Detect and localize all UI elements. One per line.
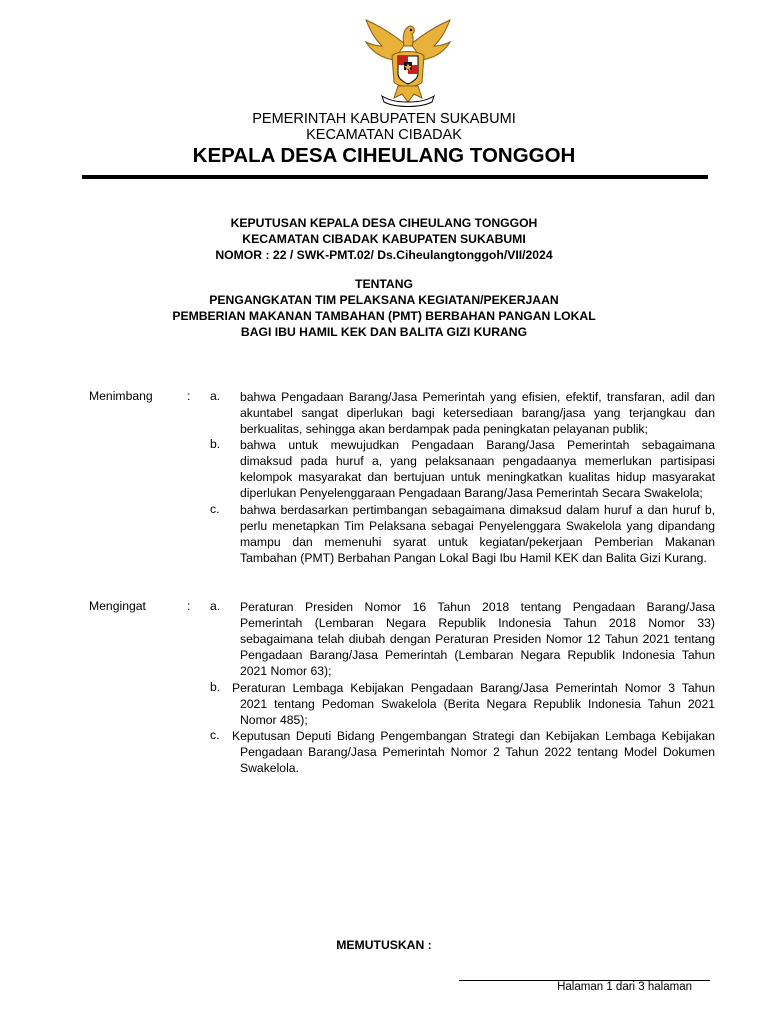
mengingat-label: Mengingat <box>89 599 146 613</box>
menimbang-label: Menimbang <box>89 389 153 403</box>
decree-number: NOMOR : 22 / SWK-PMT.02/ Ds.Ciheulangtonggoh/VII/2024 <box>215 248 553 262</box>
decree-subject-line2: PEMBERIAN MAKANAN TAMBAHAN (PMT) BERBAHAN PANGAN LOKAL <box>172 309 596 323</box>
menimbang-item-letter: b. <box>210 437 221 451</box>
decree-about: TENTANG <box>355 277 413 291</box>
menimbang-item-text: bahwa untuk mewujudkan Pengadaan Barang/Jasa Pemerintah sebagaimana dimaksud pada huruf a, yang pelaksanaan pengadaanya memerlukan partisipasi kelompok masyarakat dan bertujuan untuk meningkatkan kualitas hidup masyarakat diperlukan Penyelenggaraan Pengadaan Barang/Jasa Pemerintah Secara Swakelola; <box>240 438 715 500</box>
mengingat-item-text: Keputusan Deputi Bidang Pengembangan Strategi dan Kebijakan Lembaga Kebijakan Pengadaan Barang/Jasa Pemerintah Nomor 2 Tahun 2022 tentang Model Dokumen Swakelola. <box>232 729 715 775</box>
menimbang-item-text: bahwa Pengadaan Barang/Jasa Pemerintah yang efisien, efektif, transfaran, adil dan akuntabel sangat diperlukan bagi ketersediaan barang/jasa yang terjangkau dan berkualitas, sehingga akan berdampak pada peningkatan pelayanan publik; <box>240 390 715 436</box>
letterhead-divider <box>82 175 708 179</box>
menimbang-item-text: bahwa berdasarkan pertimbangan sebagaimana dimaksud dalam huruf a dan huruf b, perlu menetapkan Tim Pelaksana sebagai Penyelenggara Swakelola yang dipandang mampu dan memenuhi syarat untuk kegiatan/pekerjaan Pemberian Makanan Tambahan (PMT) Berbahan Pangan Lokal Bagi Ibu Hamil KEK dan Balita Gizi Kurang. <box>240 503 715 565</box>
decree-subject-line1: PENGANGKATAN TIM PELAKSANA KEGIATAN/PEKERJAAN <box>209 293 559 307</box>
mengingat-item-letter: b. <box>210 680 221 694</box>
garuda-emblem-icon <box>360 16 456 108</box>
decree-title-line1: KEPUTUSAN KEPALA DESA CIHEULANG TONGGOH <box>230 216 538 230</box>
decide-heading: MEMUTUSKAN : <box>336 938 432 952</box>
menimbang-item-letter: a. <box>210 389 221 403</box>
menimbang-item-letter: c. <box>210 502 220 516</box>
letterhead-village-head: KEPALA DESA CIHEULANG TONGGOH <box>192 144 576 167</box>
letterhead-government: PEMERINTAH KABUPATEN SUKABUMI <box>252 111 516 127</box>
mengingat-item-letter: a. <box>210 599 221 613</box>
mengingat-colon: : <box>187 599 191 613</box>
letterhead-district: KECAMATAN CIBADAK <box>306 127 462 143</box>
decree-subject-line3: BAGI IBU HAMIL KEK DAN BALITA GIZI KURANG <box>240 325 528 339</box>
decree-title-line2: KECAMATAN CIBADAK KABUPATEN SUKABUMI <box>242 232 526 246</box>
mengingat-item-text: Peraturan Lembaga Kebijakan Pengadaan Barang/Jasa Pemerintah Nomor 3 Tahun 2021 tentang Pedoman Swakelola (Berita Negara Republik Indonesia Tahun 2021 Nomor 485); <box>232 681 715 727</box>
mengingat-item-letter: c. <box>210 728 220 742</box>
mengingat-item-text: Peraturan Presiden Nomor 16 Tahun 2018 tentang Pengadaan Barang/Jasa Pemerintah (Lembaran Negara Republik Indonesia Tahun 2018 Nomor 33) sebagaimana telah diubah dengan Peraturan Presiden Nomor 12 Tahun 2021 tentang Pengadaan Barang/Jasa Pemerintah (Lembaran Negara Republik Indonesia Tahun 2021 Nomor 63); <box>240 600 715 678</box>
page-number: Halaman 1 dari 3 halaman <box>557 981 692 993</box>
menimbang-colon: : <box>187 389 191 403</box>
